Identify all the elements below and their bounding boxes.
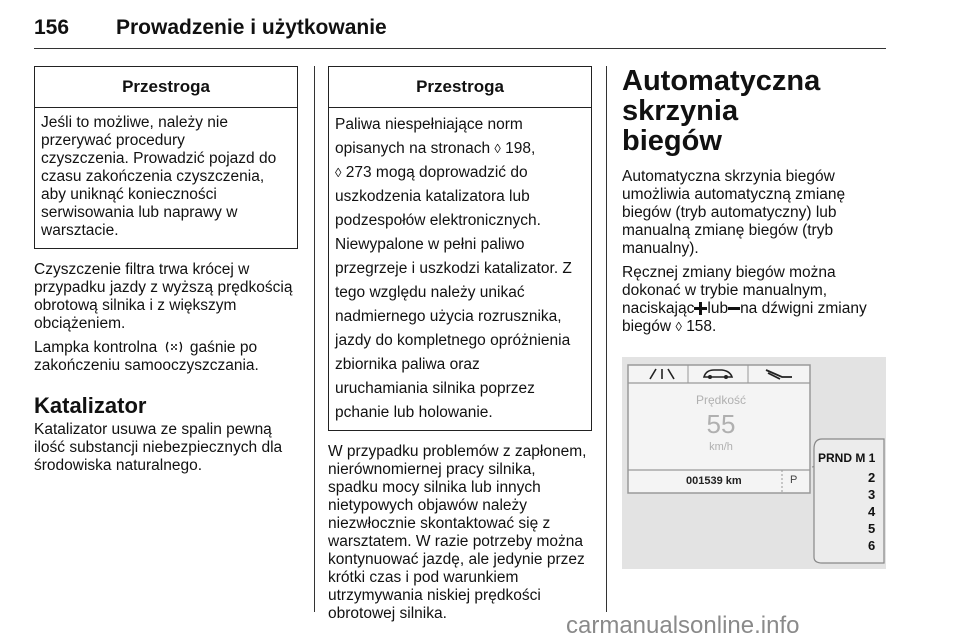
gear-number: 6 [868,538,876,553]
paragraph-control-lamp [34,339,298,375]
text-fragment: Lampka kontrolna [34,339,158,356]
caution-line: serwisowania lub naprawy w [41,204,238,221]
header-rule [34,48,886,49]
page-ref[interactable]: 198, [505,140,536,157]
caution-line: przerywać procedury [41,132,185,149]
text-line: W przypadku problemów z zapłonem, [328,443,587,460]
text-line: manualny). [622,240,699,257]
column-divider [314,66,315,612]
caution-body [329,108,591,430]
section-title-catalyst: Katalizator [34,393,147,418]
caution-line: czyszczenia. Prowadzić pojazd do [41,150,277,167]
text-line: ilość substancji niebezpiecznych dla [34,439,283,456]
page-header [34,6,886,46]
section-title-automatic-transmission [622,66,886,156]
text-line: umożliwia automatyczną zmianę [622,186,846,203]
text-line: podzespołów elektronicznych. [335,212,541,229]
paragraph-manual-shift [622,264,886,336]
text-line: nietypowych objawów należy [328,497,528,514]
page-ref-icon: ◊ [335,165,342,180]
caution-heading: Przestroga [329,67,591,108]
gear-indicator: P [790,474,798,486]
text-line: przypadku jazdy z wyższą prędkością [34,279,293,296]
text-line: niezwłocznie skontaktować się z [328,515,551,532]
column-right [622,66,886,406]
text-fragment: na dźwigni zmiany [740,300,867,317]
text-line: krótki czas i pod warunkiem [328,569,519,586]
text-fragment: biegów [622,318,672,335]
odometer: 001539 km [686,475,742,487]
text-line: biegów (tryb automatyczny) lub [622,204,837,221]
caution-box [34,66,298,249]
speed-value: 55 [706,409,736,439]
text-line: tego względu należy unikać [335,284,525,301]
text-fragment: opisanych na stronach [335,140,491,157]
page-title: Prowadzenie i użytkowanie [116,16,387,39]
column-divider [606,66,607,612]
caution-box [328,66,592,431]
speed-unit: km/h [709,441,733,453]
text-fragment: naciskając [622,300,695,317]
title-line: biegów [622,125,722,157]
text-line: Paliwa niespełniające norm [335,116,523,133]
text-line: Automatyczna skrzynia biegów [622,168,835,185]
column-left [34,66,298,475]
caution-line: aby uniknąć konieczności [41,186,217,203]
paragraph-transmission-intro [622,168,886,258]
particle-filter-icon [164,340,184,354]
text-line: Katalizator usuwa ze spalin pewną [34,421,272,438]
text-line: kontynuować jazdę, ale jedynie przez [328,551,585,568]
page-ref-icon: ◊ [675,319,682,334]
text-line: Niewypalone w pełni paliwo [335,236,525,253]
page-ref-icon: ◊ [494,141,501,156]
column-middle [328,66,592,623]
caution-line: czasu zakończenia czyszczenia, [41,168,265,185]
caution-paragraph [335,116,585,230]
caution-paragraph [335,236,585,422]
text-fragment: gaśnie po [189,339,258,356]
page-number: 156 [34,16,70,39]
text-line: dokonać w trybie manualnym, [622,282,828,299]
text-line: zbiornika paliwa oraz [335,356,480,373]
text-line: pchanie lub holowanie. [335,404,493,421]
text-line: utrzymywania niskiej prędkości [328,587,541,604]
gear-number: 5 [868,521,876,536]
text-line: obrotowej silnika. [328,605,447,622]
text-fragment: lub [707,300,729,317]
caution-line: warsztacie. [41,222,119,239]
paragraph-ignition-problems [328,443,592,623]
minus-icon [728,302,740,315]
plus-icon [694,302,707,315]
gear-list [868,469,875,554]
text-line: obrotową silnika i z większym [34,297,237,314]
gear-header: PRND M 1 [818,451,876,465]
gear-display-illustration [622,357,886,569]
text-line: przegrzeje i uszkodzi katalizator. Z [335,260,572,277]
paragraph-filter-cleaning [34,261,298,333]
text-line: warsztatem. W razie potrzeby można [328,533,583,550]
text-line: Czyszczenie filtra trwa krócej w [34,261,250,278]
caution-heading: Przestroga [35,67,297,108]
text-line: Ręcznej zmiany biegów można [622,264,836,281]
text-line: obciążeniem. [34,315,126,332]
text-line: spadku mocy silnika lub innych [328,479,541,496]
text-line: manualną zmianę biegów (tryb [622,222,834,239]
text-line: środowiska naturalnego. [34,457,203,474]
page-ref[interactable]: 273 mogą doprowadzić do [345,164,528,181]
caution-line: Jeśli to możliwe, należy nie [41,114,228,131]
page-ref[interactable]: 158. [686,318,717,335]
text-line: uruchamiania silnika poprzez [335,380,535,397]
title-line: Automatyczna skrzynia [622,65,821,127]
gear-number: 4 [868,504,876,519]
gear-number: 3 [868,487,876,502]
text-line: nadmiernego użycia rozrusznika, [335,308,562,325]
text-line: zakończeniu samooczyszczania. [34,357,259,374]
text-line: jazdy do kompletnego opróżnienia [335,332,571,349]
speed-label: Prędkość [695,393,747,407]
gear-number: 2 [868,470,876,485]
text-line: nierównomiernej pracy silnika, [328,461,536,478]
paragraph-catalyst [34,421,298,475]
text-line: uszkodzenia katalizatora lub [335,188,530,205]
watermark: carmanualsonline.info [566,612,800,639]
